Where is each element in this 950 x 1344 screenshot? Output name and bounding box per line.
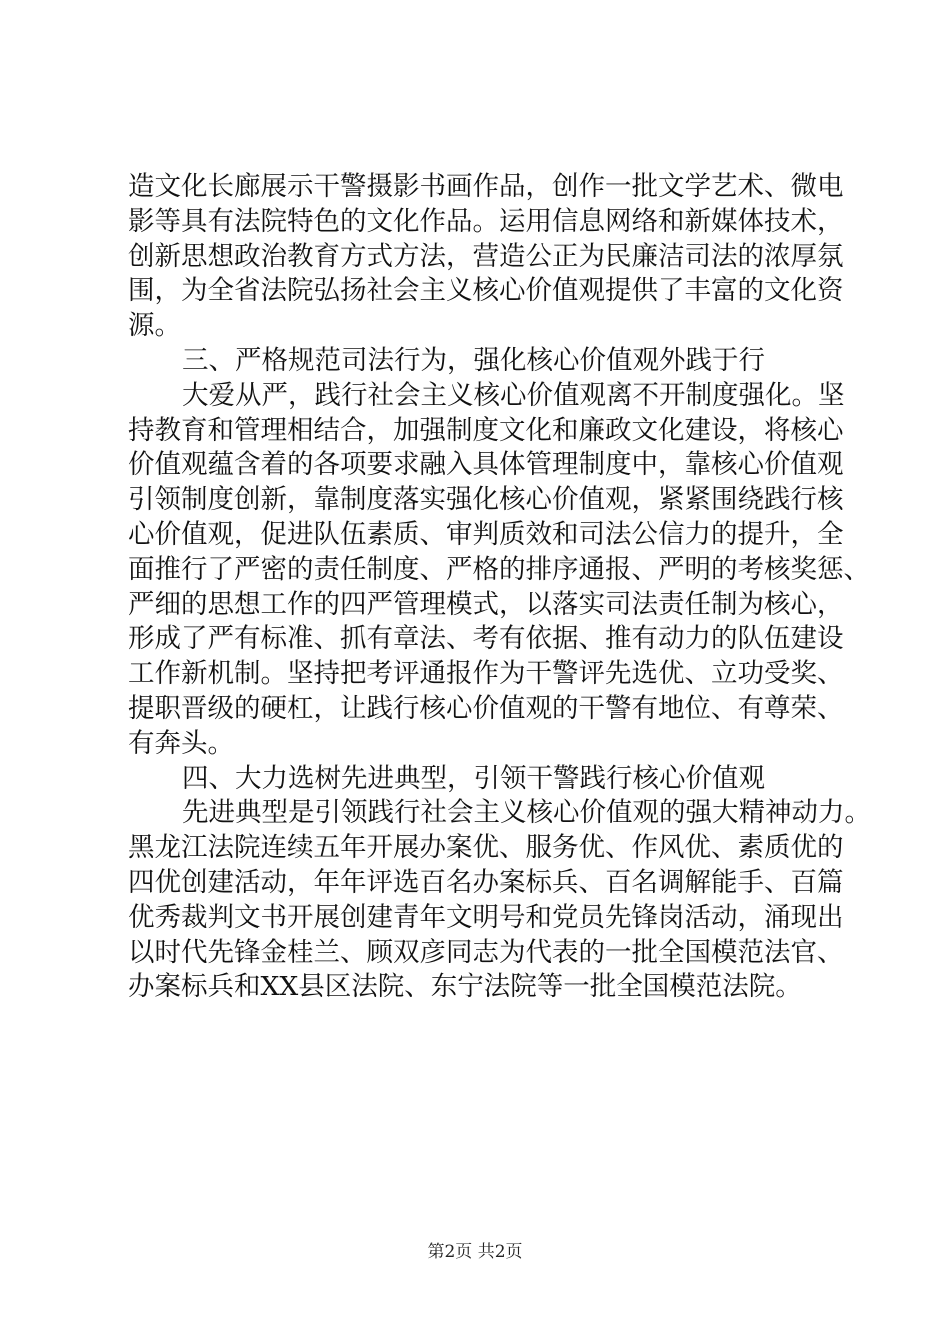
text-line: 四优创建活动，年年评选百名办案标兵、百名调解能手、百篇 (128, 866, 844, 898)
section-heading-4: 四、大力选树先进典型，引领干警践行核心价值观 (182, 762, 765, 794)
text-line: 优秀裁判文书开展创建青年文明号和党员先锋岗活动，涌现出 (128, 901, 844, 933)
text-line: 影等具有法院特色的文化作品。运用信息网络和新媒体技术， (128, 205, 844, 237)
text-line: 严细的思想工作的四严管理模式，以落实司法责任制为核心， (128, 588, 844, 620)
text-line: 创新思想政治教育方式方法，营造公正为民廉洁司法的浓厚氛 (128, 240, 844, 272)
text-line: 持教育和管理相结合，加强制度文化和廉政文化建设，将核心 (128, 414, 844, 446)
text-line: 办案标兵和XX县区法院、东宁法院等一批全国模范法院。 (128, 971, 802, 1003)
text-line: 先进典型是引领践行社会主义核心价值观的强大精神动力。 (182, 797, 871, 829)
section-heading-3: 三、严格规范司法行为，强化核心价值观外践于行 (182, 344, 765, 376)
text-line: 以时代先锋金桂兰、顾双彦同志为代表的一批全国模范法官、 (128, 936, 844, 968)
text-line: 引领制度创新，靠制度落实强化核心价值观，紧紧围绕践行核 (128, 484, 844, 516)
text-line: 形成了严有标准、抓有章法、考有依据、推有动力的队伍建设 (128, 623, 844, 655)
text-line: 价值观蕴含着的各项要求融入具体管理制度中，靠核心价值观 (128, 449, 844, 481)
text-line: 大爱从严，践行社会主义核心价值观离不开制度强化。坚 (182, 379, 845, 411)
text-line: 有奔头。 (128, 727, 234, 759)
page-number-footer: 第2页 共2页 (427, 1242, 523, 1262)
text-line: 源。 (128, 310, 181, 342)
text-line: 黑龙江法院连续五年开展办案优、服务优、作风优、素质优的 (128, 832, 844, 864)
text-line: 面推行了严密的责任制度、严格的排序通报、严明的考核奖惩、 (128, 553, 870, 585)
text-line: 心价值观，促进队伍素质、审判质效和司法公信力的提升，全 (128, 518, 844, 550)
body-text (128, 170, 871, 1005)
text-line: 工作新机制。坚持把考评通报作为干警评先选优、立功受奖、 (128, 658, 844, 690)
text-line: 提职晋级的硬杠，让践行核心价值观的干警有地位、有尊荣、 (128, 692, 844, 724)
text-line: 围，为全省法院弘扬社会主义核心价值观提供了丰富的文化资 (128, 275, 844, 307)
text-line: 造文化长廊展示干警摄影书画作品，创作一批文学艺术、微电 (128, 171, 844, 202)
